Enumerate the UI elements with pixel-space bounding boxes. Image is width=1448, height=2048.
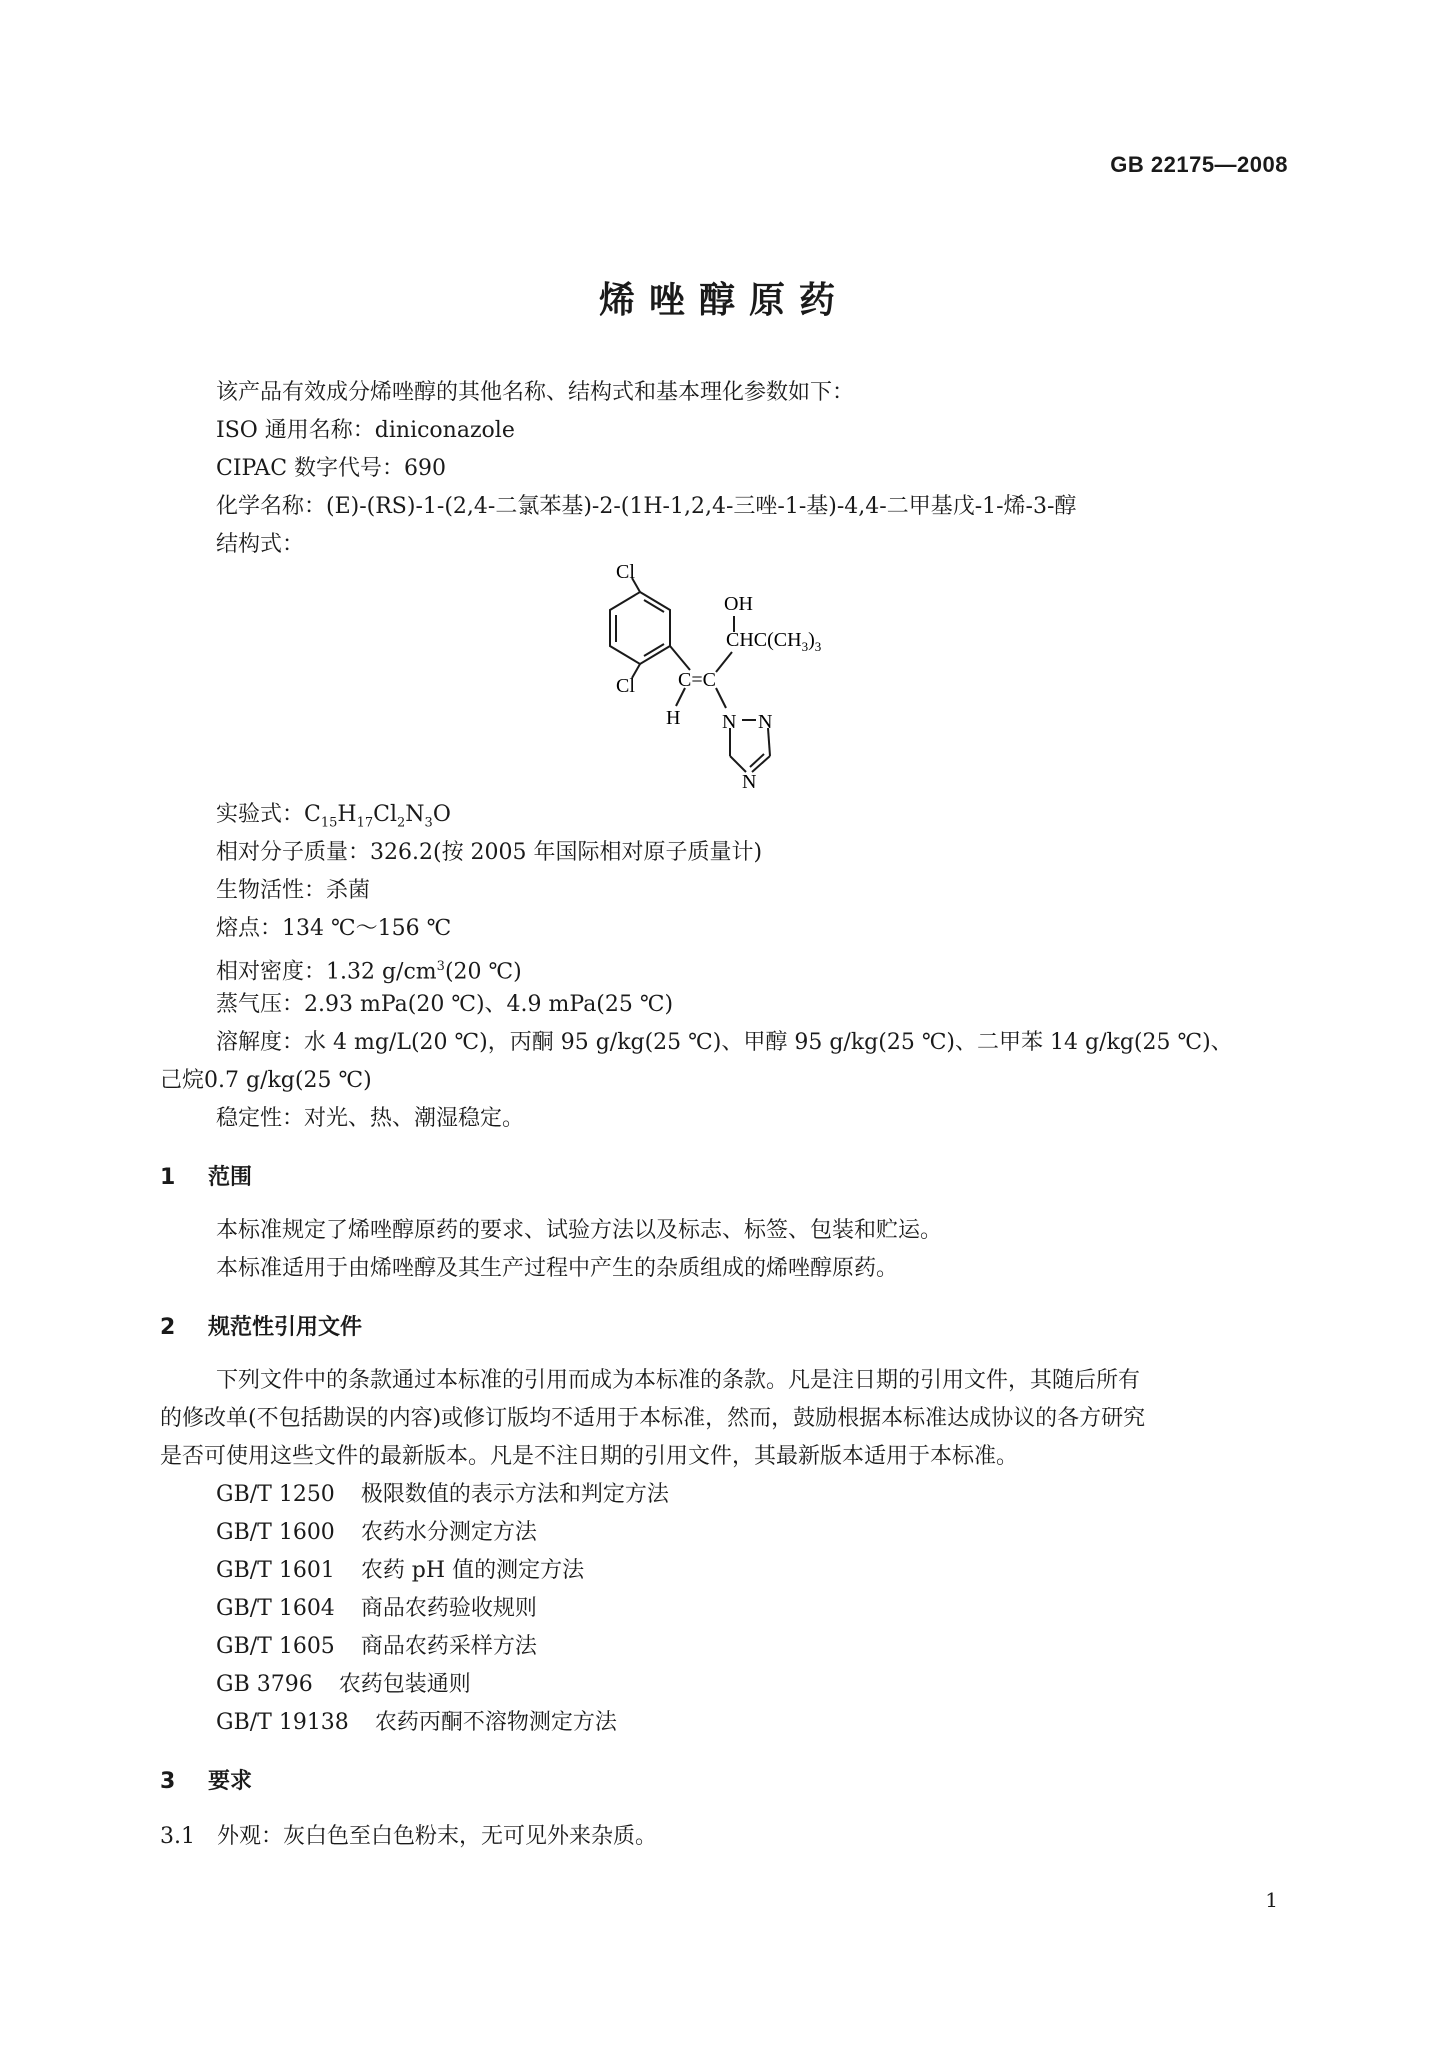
reference-code: GB/T 1605	[216, 1634, 335, 1659]
density-exponent: 3	[436, 959, 445, 974]
formula-h-count: 17	[356, 815, 374, 831]
reference-item	[216, 1556, 584, 1586]
section-2-heading	[160, 1310, 362, 1341]
section-2-para-line-3: 是否可使用这些文件的最新版本。凡是不注日期的引用文件，其最新版本适用于本标准。	[160, 1444, 1019, 1469]
cipac-code: CIPAC 数字代号：690	[216, 456, 447, 481]
section-3-heading	[160, 1764, 252, 1795]
triazole-n2-label: N	[758, 711, 773, 733]
reference-title: 农药水分测定方法	[360, 1520, 537, 1545]
reference-code: GB/T 1250	[216, 1482, 335, 1507]
section-1-heading	[160, 1160, 252, 1191]
side-chain-close: )	[808, 629, 815, 651]
section-2-number: 2	[160, 1315, 176, 1340]
chlorine-top-label: Cl	[616, 561, 635, 583]
side-chain-main: CHC(CH	[726, 629, 802, 651]
section-3-number: 3	[160, 1769, 176, 1794]
reference-item	[216, 1632, 537, 1662]
density-condition: (20 ℃)	[444, 959, 522, 985]
formula-cl: Cl	[373, 802, 398, 827]
reference-title: 农药 pH 值的测定方法	[360, 1558, 585, 1583]
section-1-para-2: 本标准适用于由烯唑醇及其生产过程中产生的杂质组成的烯唑醇原药。	[216, 1256, 899, 1281]
molecular-weight: 相对分子质量：326.2(按 2005 年国际相对原子质量计)	[216, 840, 763, 865]
chemical-name: 化学名称：(E)-(RS)-1-(2,4-二氯苯基)-2-(1H-1,2,4-三唑-1-基)-4,4-二甲基戊-1-烯-3-醇	[216, 494, 1077, 519]
formula-c-count: 15	[320, 815, 338, 831]
reference-code: GB/T 1600	[216, 1520, 335, 1545]
hydrogen-label: H	[666, 707, 681, 729]
formula-n-count: 3	[424, 815, 433, 831]
reference-title: 极限数值的表示方法和判定方法	[360, 1482, 669, 1507]
melting-point: 熔点：134 ℃～156 ℃	[216, 916, 452, 941]
section-3-item-number: 3.1	[160, 1824, 195, 1849]
side-chain-outer-sub: 3	[814, 639, 822, 654]
side-chain-sub: 3	[801, 639, 809, 654]
section-1-title: 范围	[208, 1165, 253, 1190]
reference-title: 商品农药验收规则	[360, 1596, 537, 1621]
reference-item	[216, 1670, 471, 1700]
density-text: 相对密度：1.32 g/cm	[216, 959, 437, 985]
iso-name: ISO 通用名称：diniconazole	[216, 418, 515, 443]
reference-item	[216, 1480, 669, 1510]
section-2-para-line-1: 下列文件中的条款通过本标准的引用而成为本标准的条款。凡是注日期的引用文件，其随后所有	[216, 1368, 1141, 1393]
chlorine-bottom-label: Cl	[616, 675, 635, 697]
section-3-title: 要求	[208, 1769, 253, 1794]
stability: 稳定性：对光、热、潮湿稳定。	[216, 1106, 525, 1131]
reference-item	[216, 1708, 617, 1738]
formula-n: N	[405, 802, 425, 827]
triazole-n3-label: N	[742, 771, 757, 790]
reference-title: 商品农药采样方法	[360, 1634, 537, 1659]
section-1-para-1: 本标准规定了烯唑醇原药的要求、试验方法以及标志、标签、包装和贮运。	[216, 1218, 943, 1243]
hydroxyl-label: OH	[724, 593, 753, 615]
section-2-title: 规范性引用文件	[208, 1315, 363, 1340]
structural-formula	[580, 560, 900, 790]
reference-title: 农药包装通则	[338, 1672, 471, 1697]
reference-item	[216, 1594, 537, 1624]
reference-code: GB/T 1604	[216, 1596, 335, 1621]
reference-code: GB/T 19138	[216, 1710, 349, 1735]
formula-h: H	[337, 802, 357, 827]
relative-density	[216, 952, 522, 987]
reference-item	[216, 1518, 537, 1548]
page-number: 1	[1265, 1888, 1278, 1912]
section-3-item	[160, 1822, 657, 1852]
section-2-para-line-2: 的修改单(不包括勘误的内容)或修订版均不适用于本标准，然而，鼓励根据本标准达成协议的各方研究	[160, 1406, 1146, 1431]
vinyl-label: C=C	[678, 669, 716, 691]
reference-code: GB/T 1601	[216, 1558, 335, 1583]
side-chain-label	[726, 629, 821, 654]
solubility-line-2: 己烷0.7 g/kg(25 ℃)	[160, 1068, 372, 1093]
vapor-pressure: 蒸气压：2.93 mPa(20 ℃)、4.9 mPa(25 ℃)	[216, 992, 674, 1017]
reference-title: 农药丙酮不溶物测定方法	[374, 1710, 617, 1735]
structure-label: 结构式：	[216, 532, 305, 557]
section-1-number: 1	[160, 1165, 176, 1190]
empirical-formula	[216, 800, 451, 838]
reference-code: GB 3796	[216, 1672, 313, 1697]
standard-code: GB 22175—2008	[1110, 152, 1288, 177]
formula-cl-count: 2	[397, 815, 406, 831]
formula-o: O	[432, 802, 451, 827]
intro-lead: 该产品有效成分烯唑醇的其他名称、结构式和基本理化参数如下：	[216, 380, 855, 405]
document-title: 烯唑醇原药	[598, 280, 849, 321]
formula-c: C	[304, 802, 321, 827]
section-3-item-text: 外观：灰白色至白色粉末，无可见外来杂质。	[217, 1824, 658, 1849]
solubility-line-1: 溶解度：水 4 mg/L(20 ℃)，丙酮 95 g/kg(25 ℃)、甲醇 95 g/kg(25 ℃)、二甲苯 14 g/kg(25 ℃)、	[216, 1030, 1233, 1055]
bio-activity: 生物活性：杀菌	[216, 878, 371, 903]
triazole-n1-label: N	[722, 711, 737, 733]
formula-label: 实验式：	[216, 802, 305, 827]
